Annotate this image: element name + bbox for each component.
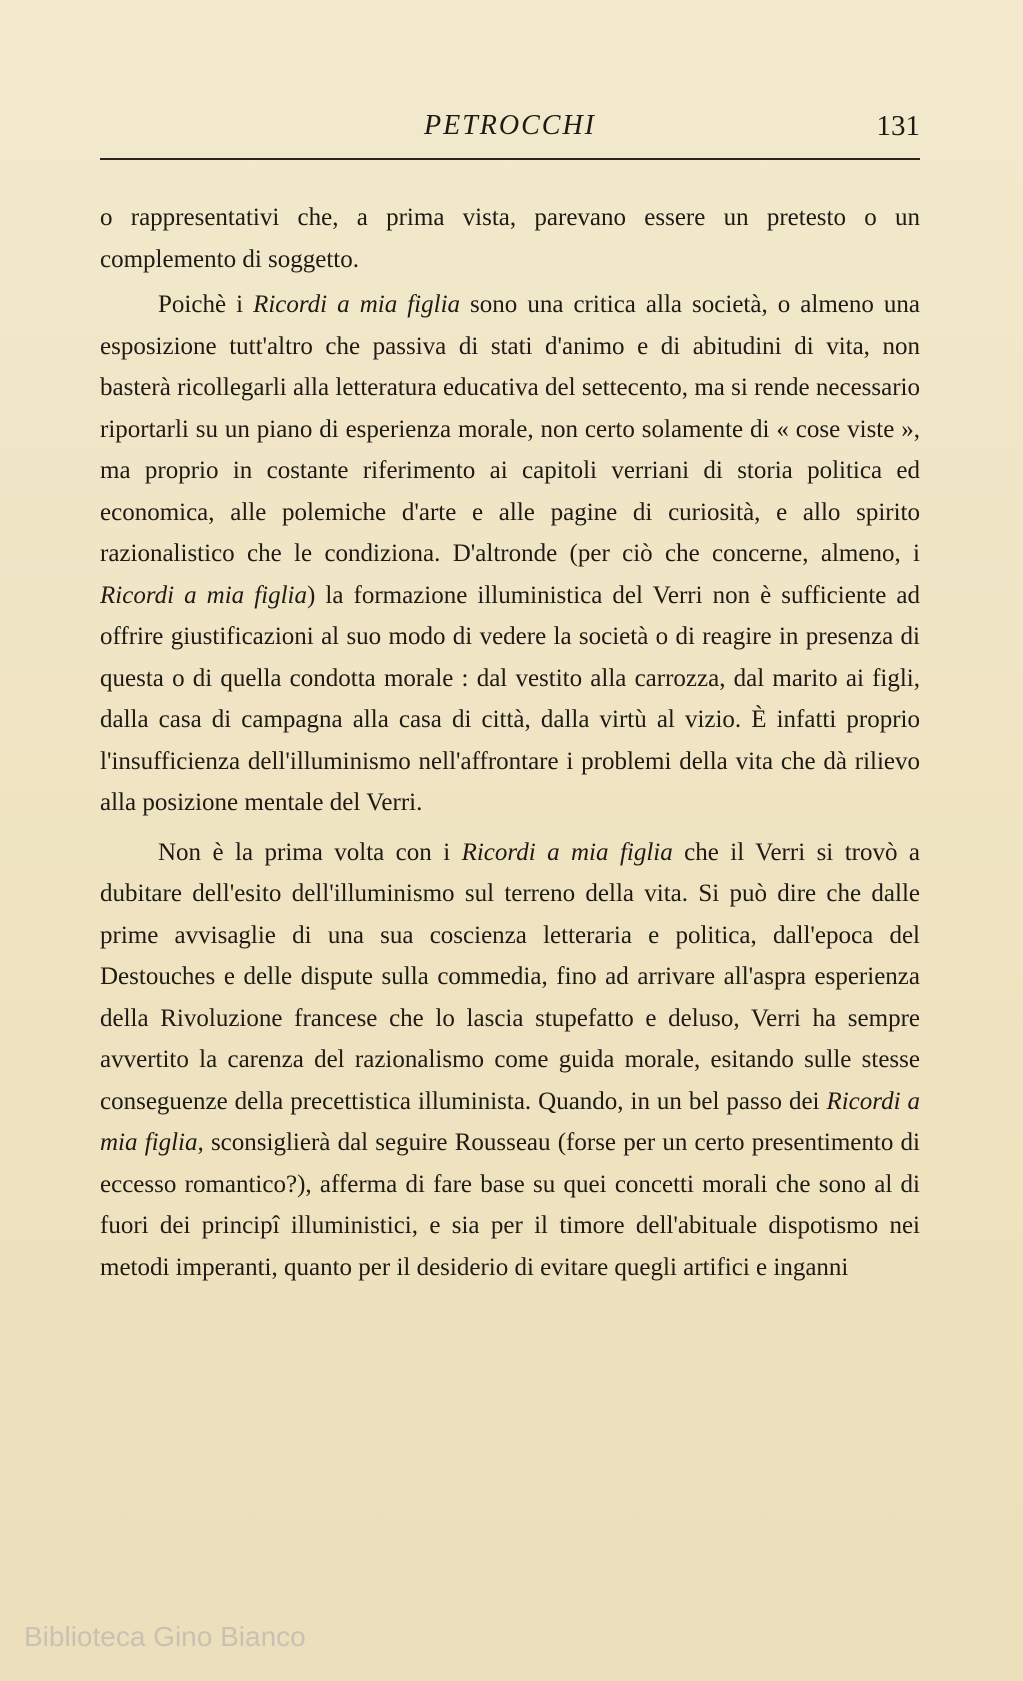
text-segment: o rappresentativi che, a prima vista, parevano essere un pretesto o un complemento di soggetto.	[100, 204, 920, 273]
italic-title-text: Ricordi a mia figlia	[100, 581, 308, 609]
running-head: PETROCCHI	[424, 110, 596, 141]
text-segment: Poichè i	[158, 291, 254, 318]
library-watermark: Biblioteca Gino Bianco	[24, 1621, 306, 1652]
header-rule	[100, 158, 920, 160]
body-text	[100, 197, 920, 1296]
text-segment: Non è la prima volta con i	[158, 838, 462, 866]
text-segment: che il Verri si trovò a dubitare dell'esito dell'illuminismo sul terreno della vita. Si può dire che dalle prime avvisaglie di una sua coscienza letteraria e politica, dall'epoca del Destouches e delle dispute sulla commedia, fino ad arrivare all'aspra esperienza della Rivoluzione francese che lo lascia stupefatto e deluso, Verri ha sempre avvertito la carenza del razionalismo come guida morale, esitando sulle stesse conseguenze della precettistica illuminista. Quando, in un bel passo dei	[100, 838, 920, 1115]
paragraph-2	[100, 284, 920, 824]
paragraph-1	[100, 197, 920, 280]
text-segment: sconsiglierà dal seguire Rousseau (forse per un certo presentimento di eccesso romantico?), afferma di fare base su quei concetti morali che sono al di fuori dei principî illuministici, e sia per il timore dell'abituale dispotismo nei metodi imperanti, quanto per il desiderio di evitare quegli artifici e inganni	[100, 1129, 920, 1281]
italic-title-text: Ricordi a mia figlia,	[100, 1087, 921, 1156]
page-header	[100, 108, 920, 148]
italic-title-text: Ricordi a mia figlia	[253, 291, 461, 318]
text-segment: ) la formazione illuministica del Verri non è sufficiente ad offrire giustificazioni al suo modo di vedere la società o di reagire in presenza di questa o di quella condotta morale : dal vestito alla carrozza, dal marito ai figli, dalla casa di campagna alla casa di città, dalla virtù al vizio. È infatti proprio l'insufficienza dell'illuminismo nell'affrontare i problemi della vita che dà rilievo alla posizione mentale del Verri.	[100, 581, 921, 816]
paragraph-3	[100, 832, 920, 1289]
page-number: 131	[876, 110, 920, 142]
text-segment: sono una critica alla società, o almeno una esposizione tutt'altro che passiva di stati d'animo e di abitudini di vita, non basterà ricollegarli alla letteratura educativa del settecento, ma si rende necessario riportarli su un piano di esperienza morale, non certo solamente di « cose viste », ma proprio in costante riferimento ai capitoli verriani di storia politica ed economica, alle polemiche d'arte e alle pagine di curiosità, e allo spirito razionalistico che le condiziona. D'altronde (per ciò che concerne, almeno, i	[100, 291, 920, 567]
italic-title-text: Ricordi a mia figlia	[461, 838, 673, 866]
